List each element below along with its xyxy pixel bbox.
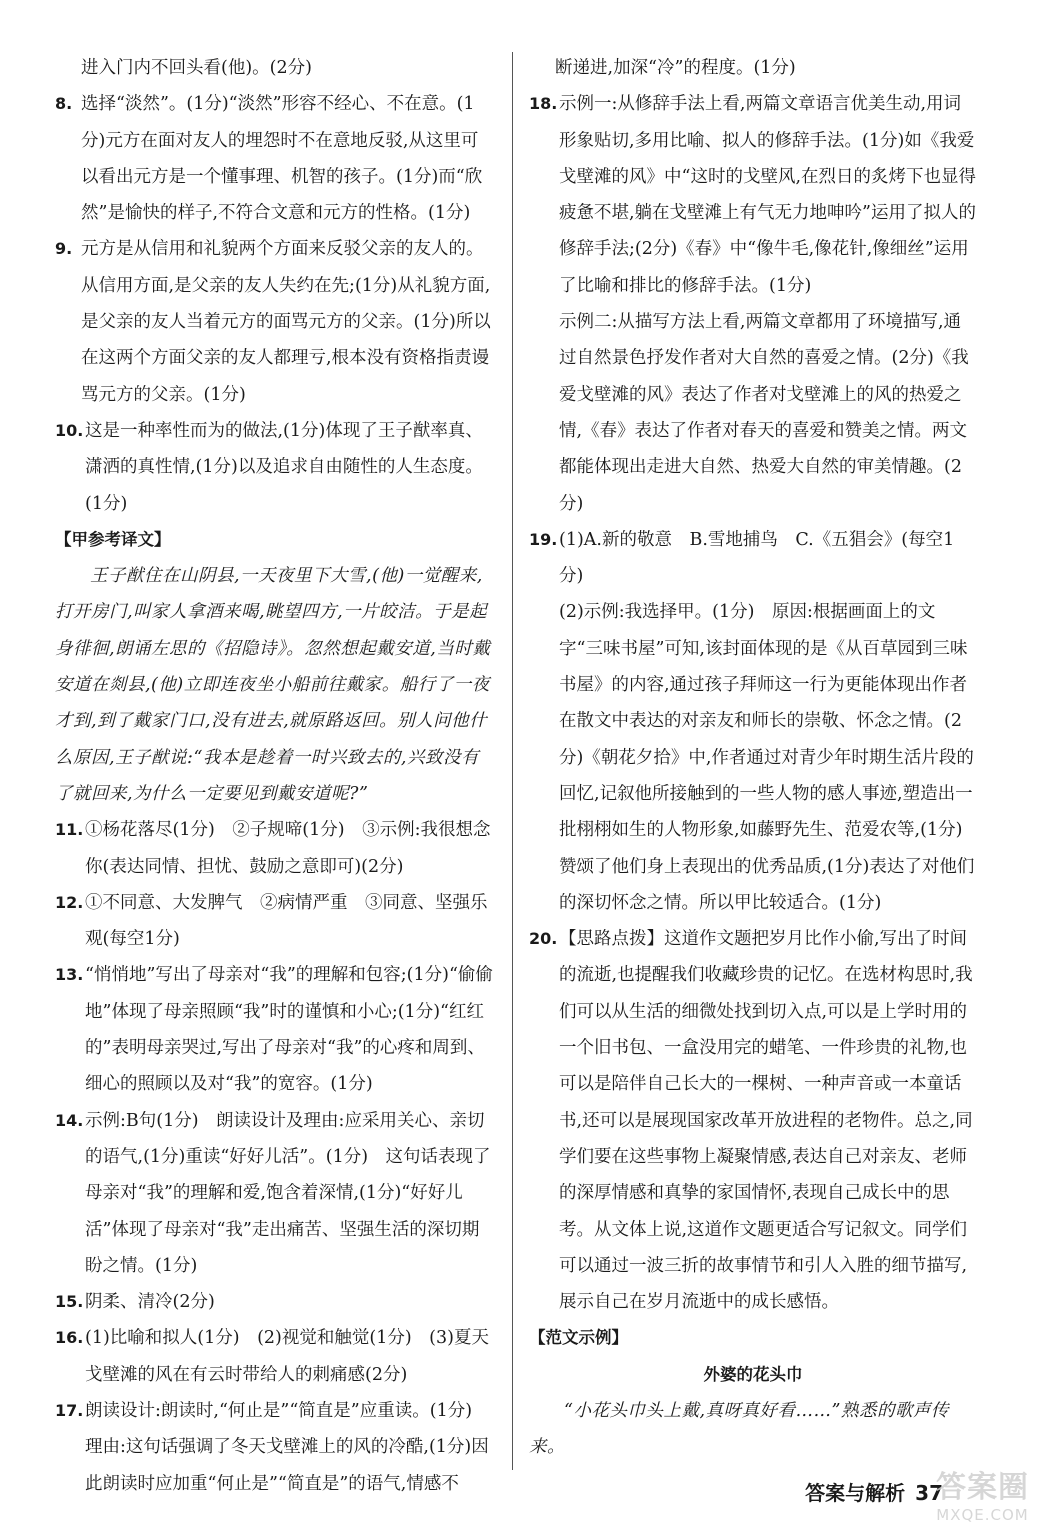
answer-13 xyxy=(55,957,495,1102)
answer-text: 这是一种率性而为的做法,(1分)体现了王子猷率真、潇洒的真性情,(1分)以及追求自由随性的人生态度。(1分) xyxy=(85,420,483,514)
answer-number: 12. xyxy=(55,892,84,912)
watermark-url: MXQE.COM xyxy=(936,1506,1029,1524)
page-number: 37 xyxy=(915,1481,943,1505)
answer-number: 14. xyxy=(55,1110,84,1130)
answer-number: 13. xyxy=(55,965,84,985)
answer-number: 19. xyxy=(529,529,558,549)
answer-text-part: 朗读设计:朗读时,“何止是”“简直是”应重读。(1分) xyxy=(85,1400,473,1421)
answer-text xyxy=(559,86,977,522)
answer-continuation: 断递进,加深“冷”的程度。(1分) xyxy=(555,58,796,78)
answer-16 xyxy=(55,1320,495,1393)
answer-text-part: (2)示例:我选择甲。(1分) 原因:根据画面上的文字“三味书屋”可知,该封面体现的是《从百草园到三味书屋》的内容,通过孩子拜师这一行为更能体现出作者在散文中表达的对亲友和师长的崇敬、怀念之情。(2分)《朝花夕拾》中,作者通过对青少年时期生活片段的回忆,记叙他所接触到的一些人物的感人事迹,塑造出一批栩栩如生的人物形象,如藤野先生、范爱农等,(1分)赞颂了他们身上表现出的优秀品质,(1分)表达了对他们的深切怀念之情。所以甲比较适合。(1分) xyxy=(559,602,975,913)
answer-number: 20. xyxy=(529,929,558,949)
answer-text: “悄悄地”写出了母亲对“我”的理解和包容;(1分)“偷偷地”体现了母亲照顾“我”时的谨慎和小心;(1分)“红红的”表明母亲哭过,写出了母亲对“我”的心疼和周到、细心的照顾以及对“我”的宽容。(1分) xyxy=(85,965,493,1095)
answer-text: ①杨花落尽(1分) ②子规啼(1分) ③示例:我很想念你(表达同情、担忧、鼓励之意即可)(2分) xyxy=(85,820,491,877)
answer-20 xyxy=(529,921,977,1320)
answer-text: 示例:B句(1分) 朗读设计及理由:应采用关心、亲切的语气,(1分)重读“好好儿活”。(1分) 这句话表现了母亲对“我”的理解和爱,饱含着深情,(1分)“好好儿活”体现了母亲对“我”走出痛苦、坚强生活的深切期盼之情。(1分) xyxy=(85,1110,491,1276)
answer-text xyxy=(559,522,977,921)
watermark xyxy=(936,1470,1029,1524)
answer-number: 15. xyxy=(55,1292,84,1312)
answer-number: 17. xyxy=(55,1400,84,1420)
essay-paragraph: “小花头巾头上戴,真呀真好看……”熟悉的歌声传来。 xyxy=(529,1400,949,1458)
answer-number: 18. xyxy=(529,94,558,114)
answer-8 xyxy=(55,86,495,231)
answer-text-part: 示例二:从描写方法上看,两篇文章都用了环境描写,通过自然景色抒发作者对大自然的喜爱之情。(2分)《我爱戈壁滩的风》表达了作者对戈壁滩上的风的热爱之情,《春》表达了作者对春天的喜爱和赞美之情。两文都能体现出走进大自然、热爱大自然的审美情趣。(2分) xyxy=(559,312,969,514)
answer-text-part: 示例一:从修辞手法上看,两篇文章语言优美生动,用词形象贴切,多用比喻、拟人的修辞手法。(1分)如《我爱戈壁滩的风》中“这时的戈壁风,在烈日的炙烤下也显得疲惫不堪,躺在戈壁滩上有气无力地呻吟”运用了拟人的修辞手法;(2分)《春》中“像牛毛,像花针,像细丝”运用了比喻和排比的修辞手法。(1分) xyxy=(559,94,977,296)
answer-10 xyxy=(55,413,495,522)
answer-text: 阴柔、清冷(2分) xyxy=(85,1292,215,1313)
answer-text: 元方是从信用和礼貌两个方面来反驳父亲的友人的。从信用方面,是父亲的友人失约在先;(1分)从礼貌方面,是父亲的友人当着元方的面骂元方的父亲。(1分)所以在这两个方面父亲的友人都理亏,根本没有资格指责谩骂元方的父亲。(1分) xyxy=(81,239,491,405)
translation-text: 王子猷住在山阴县,一天夜里下大雪,(他)一觉醒来,打开房门,叫家人拿酒来喝,眺望四方,一片皎洁。于是起身徘徊,朗诵左思的《招隐诗》。忽然想起戴安道,当时戴安道在剡县,(他)立即连夜坐小船前往戴家。船行了一夜才到,到了戴家门口,没有进去,就原路返回。别人问他什么原因,王子猷说:“我本是趁着一时兴致去的,兴致没有了就回来,为什么一定要见到戴安道呢?” xyxy=(55,566,491,804)
answer-number: 11. xyxy=(55,820,84,840)
answer-12 xyxy=(55,885,495,958)
answer-text-part: 理由:这句话强调了冬天戈壁滩上的风的冷酷,(1分)因此朗读时应加重“何止是”“简直是”的语气,情感不 xyxy=(85,1437,489,1494)
answer-14 xyxy=(55,1103,495,1284)
answer-19 xyxy=(529,522,977,921)
watermark-logo: 答案圈 xyxy=(936,1470,1029,1505)
answer-text xyxy=(85,1393,495,1502)
answer-number: 10. xyxy=(55,420,84,440)
answer-number: 9. xyxy=(55,239,73,259)
answer-text: 选择“淡然”。(1分)“淡然”形容不经心、不在意。(1分)元方在面对友人的埋怨时不在意地反驳,从这里可以看出元方是一个懂事理、机智的孩子。(1分)而“欣然”是愉快的样子,不符合文意和元方的性格。(1分) xyxy=(81,94,483,224)
answer-18 xyxy=(529,86,977,522)
answer-text-part: (1)A.新的敬意 B.雪地捕鸟 C.《五猖会》(每空1分) xyxy=(559,529,955,587)
sample-essay-heading: 【范文示例】 xyxy=(529,1328,628,1348)
answer-number: 16. xyxy=(55,1328,84,1348)
answer-17 xyxy=(55,1393,495,1502)
left-column xyxy=(55,50,495,1502)
answer-11 xyxy=(55,812,495,885)
answer-text: (1)比喻和拟人(1分) (2)视觉和触觉(1分) (3)夏天戈壁滩的风在有云时带给人的刺痛感(2分) xyxy=(85,1328,489,1385)
essay-title: 外婆的花头巾 xyxy=(703,1364,803,1384)
right-column xyxy=(529,50,977,1466)
column-divider xyxy=(512,52,513,1470)
page-footer xyxy=(805,1477,943,1506)
footer-label: 答案与解析 xyxy=(805,1481,906,1505)
answer-9 xyxy=(55,231,495,412)
translation-heading: 【甲参考译文】 xyxy=(55,529,171,549)
answer-text: 【思路点拨】这道作文题把岁月比作小偷,写出了时间的流逝,也提醒我们收藏珍贵的记忆。在选材构思时,我们可以从生活的细微处找到切入点,可以是上学时用的一个旧书包、一盒没用完的蜡笔、一件珍贵的礼物,也可以是陪伴自己长大的一棵树、一种声音或一本童话书,还可以是展现国家改革开放进程的老物件。总之,同学们要在这些事物上凝聚情感,表达自己对亲友、老师的深厚情感和真挚的家国情怀,表现自己成长中的思考。从文体上说,这道作文题更适合写记叙文。同学们可以通过一波三折的故事情节和引人入胜的细节描写,展示自己在岁月流逝中的成长感悟。 xyxy=(559,929,973,1313)
answer-text: ①不同意、大发脾气 ②病情严重 ③同意、坚强乐观(每空1分) xyxy=(85,892,488,950)
answer-15 xyxy=(55,1284,495,1320)
answer-continuation: 进入门内不回头看(他)。(2分) xyxy=(81,58,312,78)
answer-number: 8. xyxy=(55,94,73,114)
